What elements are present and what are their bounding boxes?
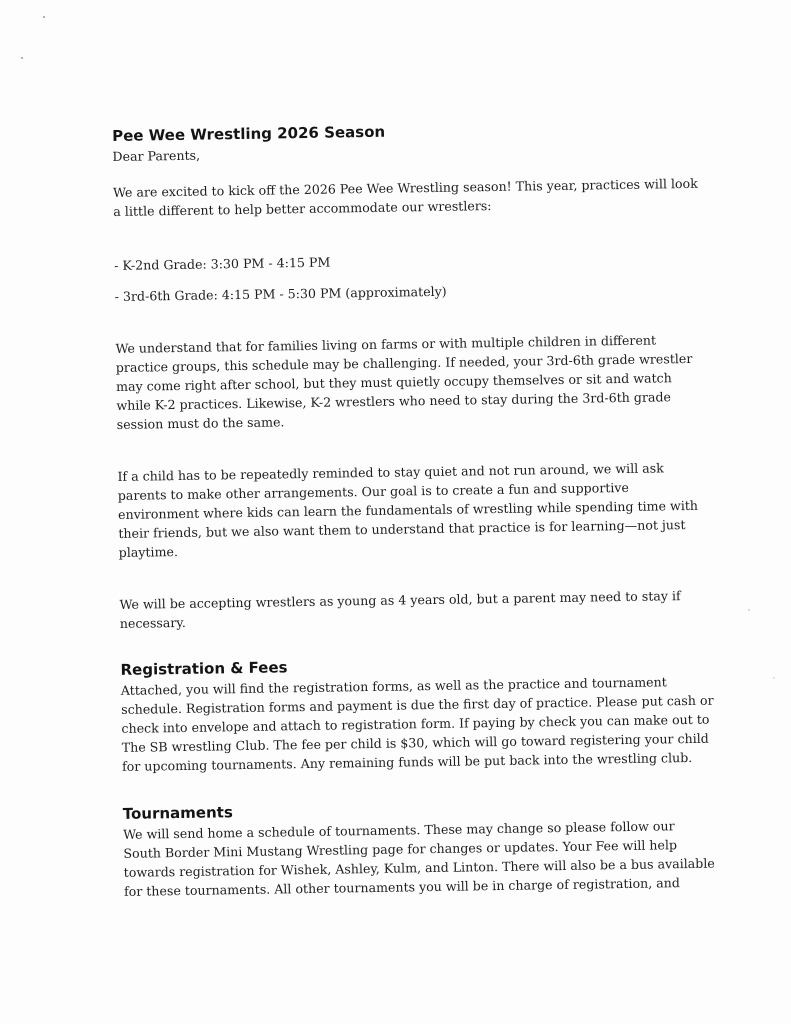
registration-paragraph — [120, 672, 714, 776]
schedule-item-3-6: - 3rd-6th Grade: 4:15 PM - 5:30 PM (approximately) — [114, 283, 447, 304]
greeting: Dear Parents, — [112, 147, 201, 164]
text-line: a little different to help better accommodate our wrestlers: — [113, 198, 492, 219]
schedule-item-k2: - K-2nd Grade: 3:30 PM - 4:15 PM — [114, 254, 331, 273]
letter-body — [112, 117, 715, 901]
text-line: playtime. — [118, 544, 179, 560]
scan-speck — [773, 677, 775, 679]
text-line: their friends, but we also want them to understand that practice is for learning—not just — [118, 517, 686, 541]
text-line: The SB wrestling Club. The fee per child is $30, which will go toward registering your child — [121, 730, 709, 755]
understand-paragraph — [115, 330, 693, 434]
text-line: If a child has to be repeatedly reminded to stay quiet and not run around, we will ask — [117, 460, 664, 484]
text-line: for these tournaments. All other tournaments you will be in charge of registration, and — [123, 875, 681, 899]
scan-speck — [43, 16, 45, 18]
text-line: check into envelope and attach to registration form. If paying by check you can make out to — [121, 711, 710, 736]
scan-speck — [21, 57, 23, 59]
text-line: while K-2 practices. Likewise, K-2 wrestlers who need to stay during the 3rd-6th grade — [116, 389, 672, 413]
text-line: We understand that for families living on farms or with multiple children in different — [115, 332, 657, 356]
intro-paragraph — [112, 174, 698, 221]
text-line: We will send home a schedule of tournaments. These may change so please follow our — [123, 818, 675, 842]
text-line: towards registration for Wishek, Ashley, Kulm, and Linton. There will also be a bus available — [123, 855, 715, 880]
page-title: Pee Wee Wrestling 2026 Season — [112, 122, 386, 145]
text-line: We will be accepting wrestlers as young as 4 years old, but a parent may need to stay if — [119, 588, 681, 612]
reminder-paragraph — [117, 458, 699, 562]
text-line: practice groups, this schedule may be challenging. If needed, your 3rd-6th grade wrestler — [115, 350, 693, 375]
scan-speck — [748, 609, 750, 611]
text-line: for upcoming tournaments. Any remaining funds will be put back into the wrestling club. — [121, 749, 693, 774]
text-line: South Border Mini Mustang Wrestling page for changes or updates. Your Fee will help — [123, 837, 678, 861]
text-line: parents to make other arrangements. Our goal is to create a fun and supportive — [117, 479, 630, 503]
text-line: necessary. — [119, 614, 186, 631]
age-paragraph — [119, 586, 690, 633]
text-line: schedule. Registration forms and payment is due the first day of practice. Please put cash or — [121, 692, 714, 717]
text-line: environment where kids can learn the fundamentals of wrestling while spending time with — [117, 497, 699, 522]
tournaments-heading: Tournaments — [122, 803, 233, 823]
text-line: Attached, you will find the registration forms, as well as the practice and tournament — [120, 674, 667, 698]
registration-heading: Registration & Fees — [120, 658, 288, 679]
tournaments-paragraph — [123, 816, 715, 901]
text-line: We are excited to kick off the 2026 Pee Wee Wrestling season! This year, practices will look — [112, 175, 698, 200]
text-line: may come right after school, but they must quietly occupy themselves or sit and watch — [115, 370, 672, 394]
text-line: session must do the same. — [116, 414, 285, 432]
